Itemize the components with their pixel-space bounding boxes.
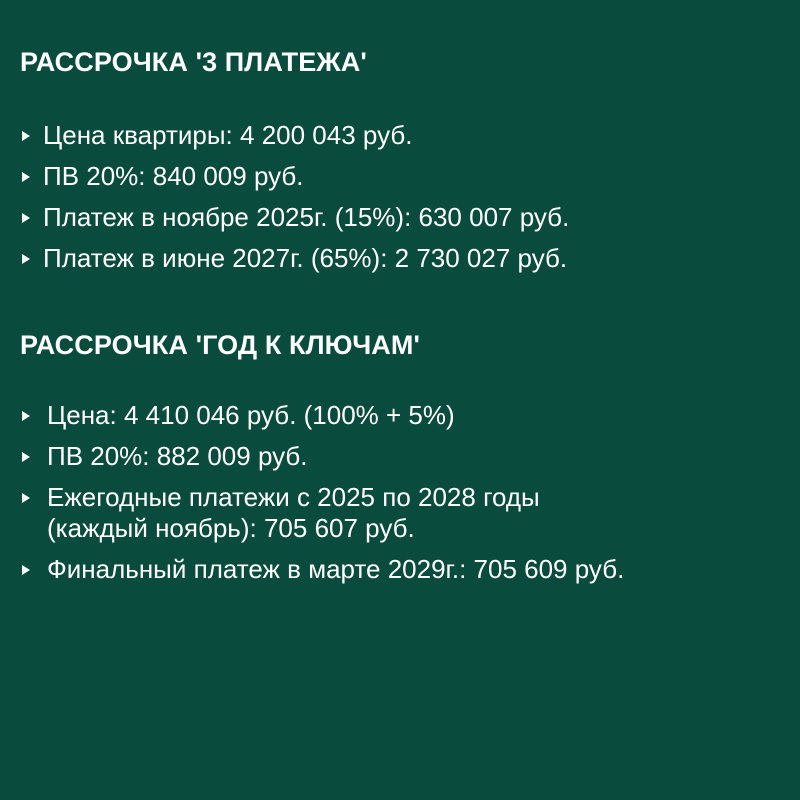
triangle-bullet-icon: [22, 131, 30, 141]
list-item-line: ПВ 20%: 882 009 руб.: [47, 441, 308, 471]
list-item: [20, 482, 790, 544]
list-item: [20, 120, 790, 151]
triangle-bullet-icon: [22, 213, 30, 223]
list-item-line: Платеж в июне 2027г. (65%): 2 730 027 руб.: [43, 243, 568, 273]
triangle-bullet-icon: [22, 565, 30, 575]
list-item-line: ПВ 20%: 840 009 руб.: [43, 161, 304, 191]
list-item: [20, 202, 790, 233]
list-item: [20, 161, 790, 192]
triangle-bullet-icon: [22, 411, 30, 421]
triangle-bullet-icon: [22, 172, 30, 182]
list-item-text: [47, 482, 790, 544]
triangle-bullet-icon: [22, 254, 30, 264]
list-item-line: Цена квартиры: 4 200 043 руб.: [43, 120, 413, 150]
list-item: [20, 243, 790, 274]
list-item-text: [47, 554, 790, 585]
payment-list: [20, 400, 790, 585]
list-item-line: Ежегодные платежи с 2025 по 2028 годы: [47, 482, 540, 512]
list-item-text: [43, 243, 790, 274]
list-item-text: [43, 120, 790, 151]
list-item-text: [43, 202, 790, 233]
triangle-bullet-icon: [22, 493, 30, 503]
list-item-text: [47, 400, 790, 431]
list-item-line: Цена: 4 410 046 руб. (100% + 5%): [47, 400, 455, 430]
list-item-line: Финальный платеж в марте 2029г.: 705 609 руб.: [47, 554, 625, 584]
list-item-line: Платеж в ноябре 2025г. (15%): 630 007 руб.: [43, 202, 570, 232]
section-title: РАССРОЧКА '3 ПЛАТЕЖА': [20, 47, 367, 77]
list-item-line: (каждый ноябрь): 705 607 руб.: [47, 513, 415, 543]
section-title: РАССРОЧКА 'ГОД К КЛЮЧАМ': [20, 330, 420, 360]
list-item: [20, 441, 790, 472]
list-item: [20, 554, 790, 585]
installment-section-year-to-keys: [20, 327, 790, 595]
triangle-bullet-icon: [22, 452, 30, 462]
list-item-text: [43, 161, 790, 192]
list-item: [20, 400, 790, 431]
payment-list: [20, 120, 790, 274]
installment-section-three-payments: [20, 44, 790, 284]
list-item-text: [47, 441, 790, 472]
